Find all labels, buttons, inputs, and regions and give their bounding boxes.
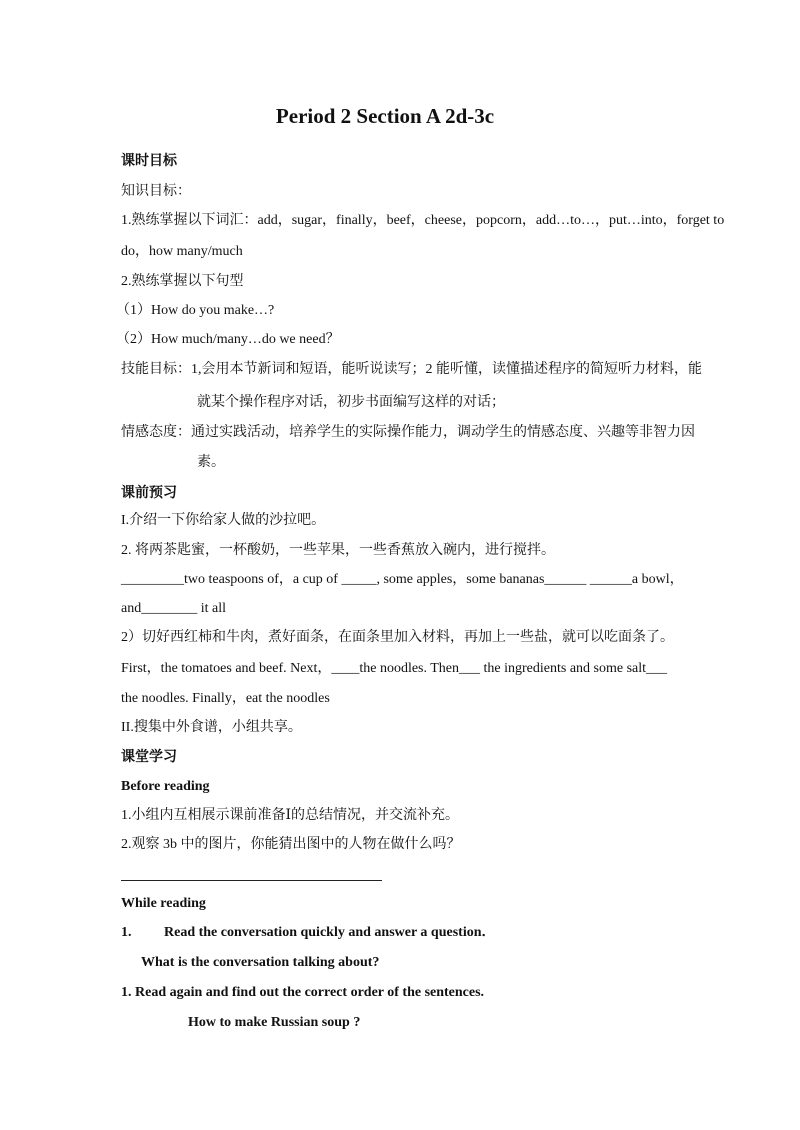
while-reading-question-2: How to make Russian soup ?	[188, 1015, 361, 1030]
objectives-heading: 课时目标	[121, 154, 177, 169]
skill-objective-cont: 就某个操作程序对话，初步书面编写这样的对话；	[197, 395, 505, 410]
knowledge-item-2: 2.熟练掌握以下句型	[121, 274, 244, 289]
skill-objective: 技能目标：1,会用本节新词和短语，能听说读写；2 能听懂，读懂描述程序的简短听力材料，能	[121, 362, 702, 377]
preview-item-2: 2. 将两茶匙蜜，一杯酸奶，一些苹果，一些香蕉放入碗内，进行搅拌。	[121, 543, 555, 558]
knowledge-item-1: 1.熟练掌握以下词汇：add，sugar，finally，beef，cheese，popcorn，add…to…，put…into，forget to	[121, 213, 725, 228]
while-reading-number-1: 1.	[121, 925, 132, 940]
while-reading-task-1: Read the conversation quickly and answer a question．	[164, 925, 496, 940]
preview-item-1: I.介绍一下你给家人做的沙拉吧。	[121, 513, 326, 528]
emotion-objective-cont: 素。	[197, 455, 225, 470]
preview-item-4: II.搜集中外食谱，小组共享。	[121, 720, 302, 735]
knowledge-label: 知识目标：	[121, 184, 191, 199]
while-reading-heading: While reading	[121, 896, 206, 911]
before-reading-item-2: 2.观察 3b 中的图片，你能猜出图中的人物在做什么吗？	[121, 837, 461, 852]
page-title: Period 2 Section A 2d-3c	[275, 104, 495, 128]
before-reading-heading: Before reading	[121, 779, 210, 794]
preview-fill-1: _________two teaspoons of，a cup of _____, some apples，some bananas______ ______a bowl，	[121, 572, 684, 587]
before-reading-item-1: 1.小组内互相展示课前准备Ⅰ的总结情况，并交流补充。	[121, 808, 460, 823]
emotion-objective: 情感态度：通过实践活动，培养学生的实际操作能力，调动学生的情感态度、兴趣等非智力因	[121, 425, 695, 440]
sentence-pattern-2: （2）How much/many…do we need？	[116, 332, 340, 347]
class-study-heading: 课堂学习	[121, 750, 177, 765]
while-reading-task-2: 1. Read again and find out the correct order of the sentences.	[121, 985, 485, 1000]
preview-heading: 课前预习	[121, 486, 177, 501]
knowledge-item-1-cont: do，how many/much	[121, 244, 243, 259]
answer-line	[121, 880, 382, 881]
preview-fill-1-cont: and________ it all	[121, 601, 226, 616]
sentence-pattern-1: （1）How do you make…?	[116, 303, 275, 318]
preview-fill-2-cont: the noodles. Finally，eat the noodles	[121, 691, 330, 706]
preview-item-3: 2）切好西红柿和牛肉，煮好面条，在面条里加入材料，再加上一些盐，就可以吃面条了。	[121, 630, 674, 645]
while-reading-question-1: What is the conversation talking about?	[141, 955, 380, 970]
preview-fill-2: First，the tomatoes and beef. Next，____the noodles. Then___ the ingredients and some salt___	[121, 661, 668, 676]
